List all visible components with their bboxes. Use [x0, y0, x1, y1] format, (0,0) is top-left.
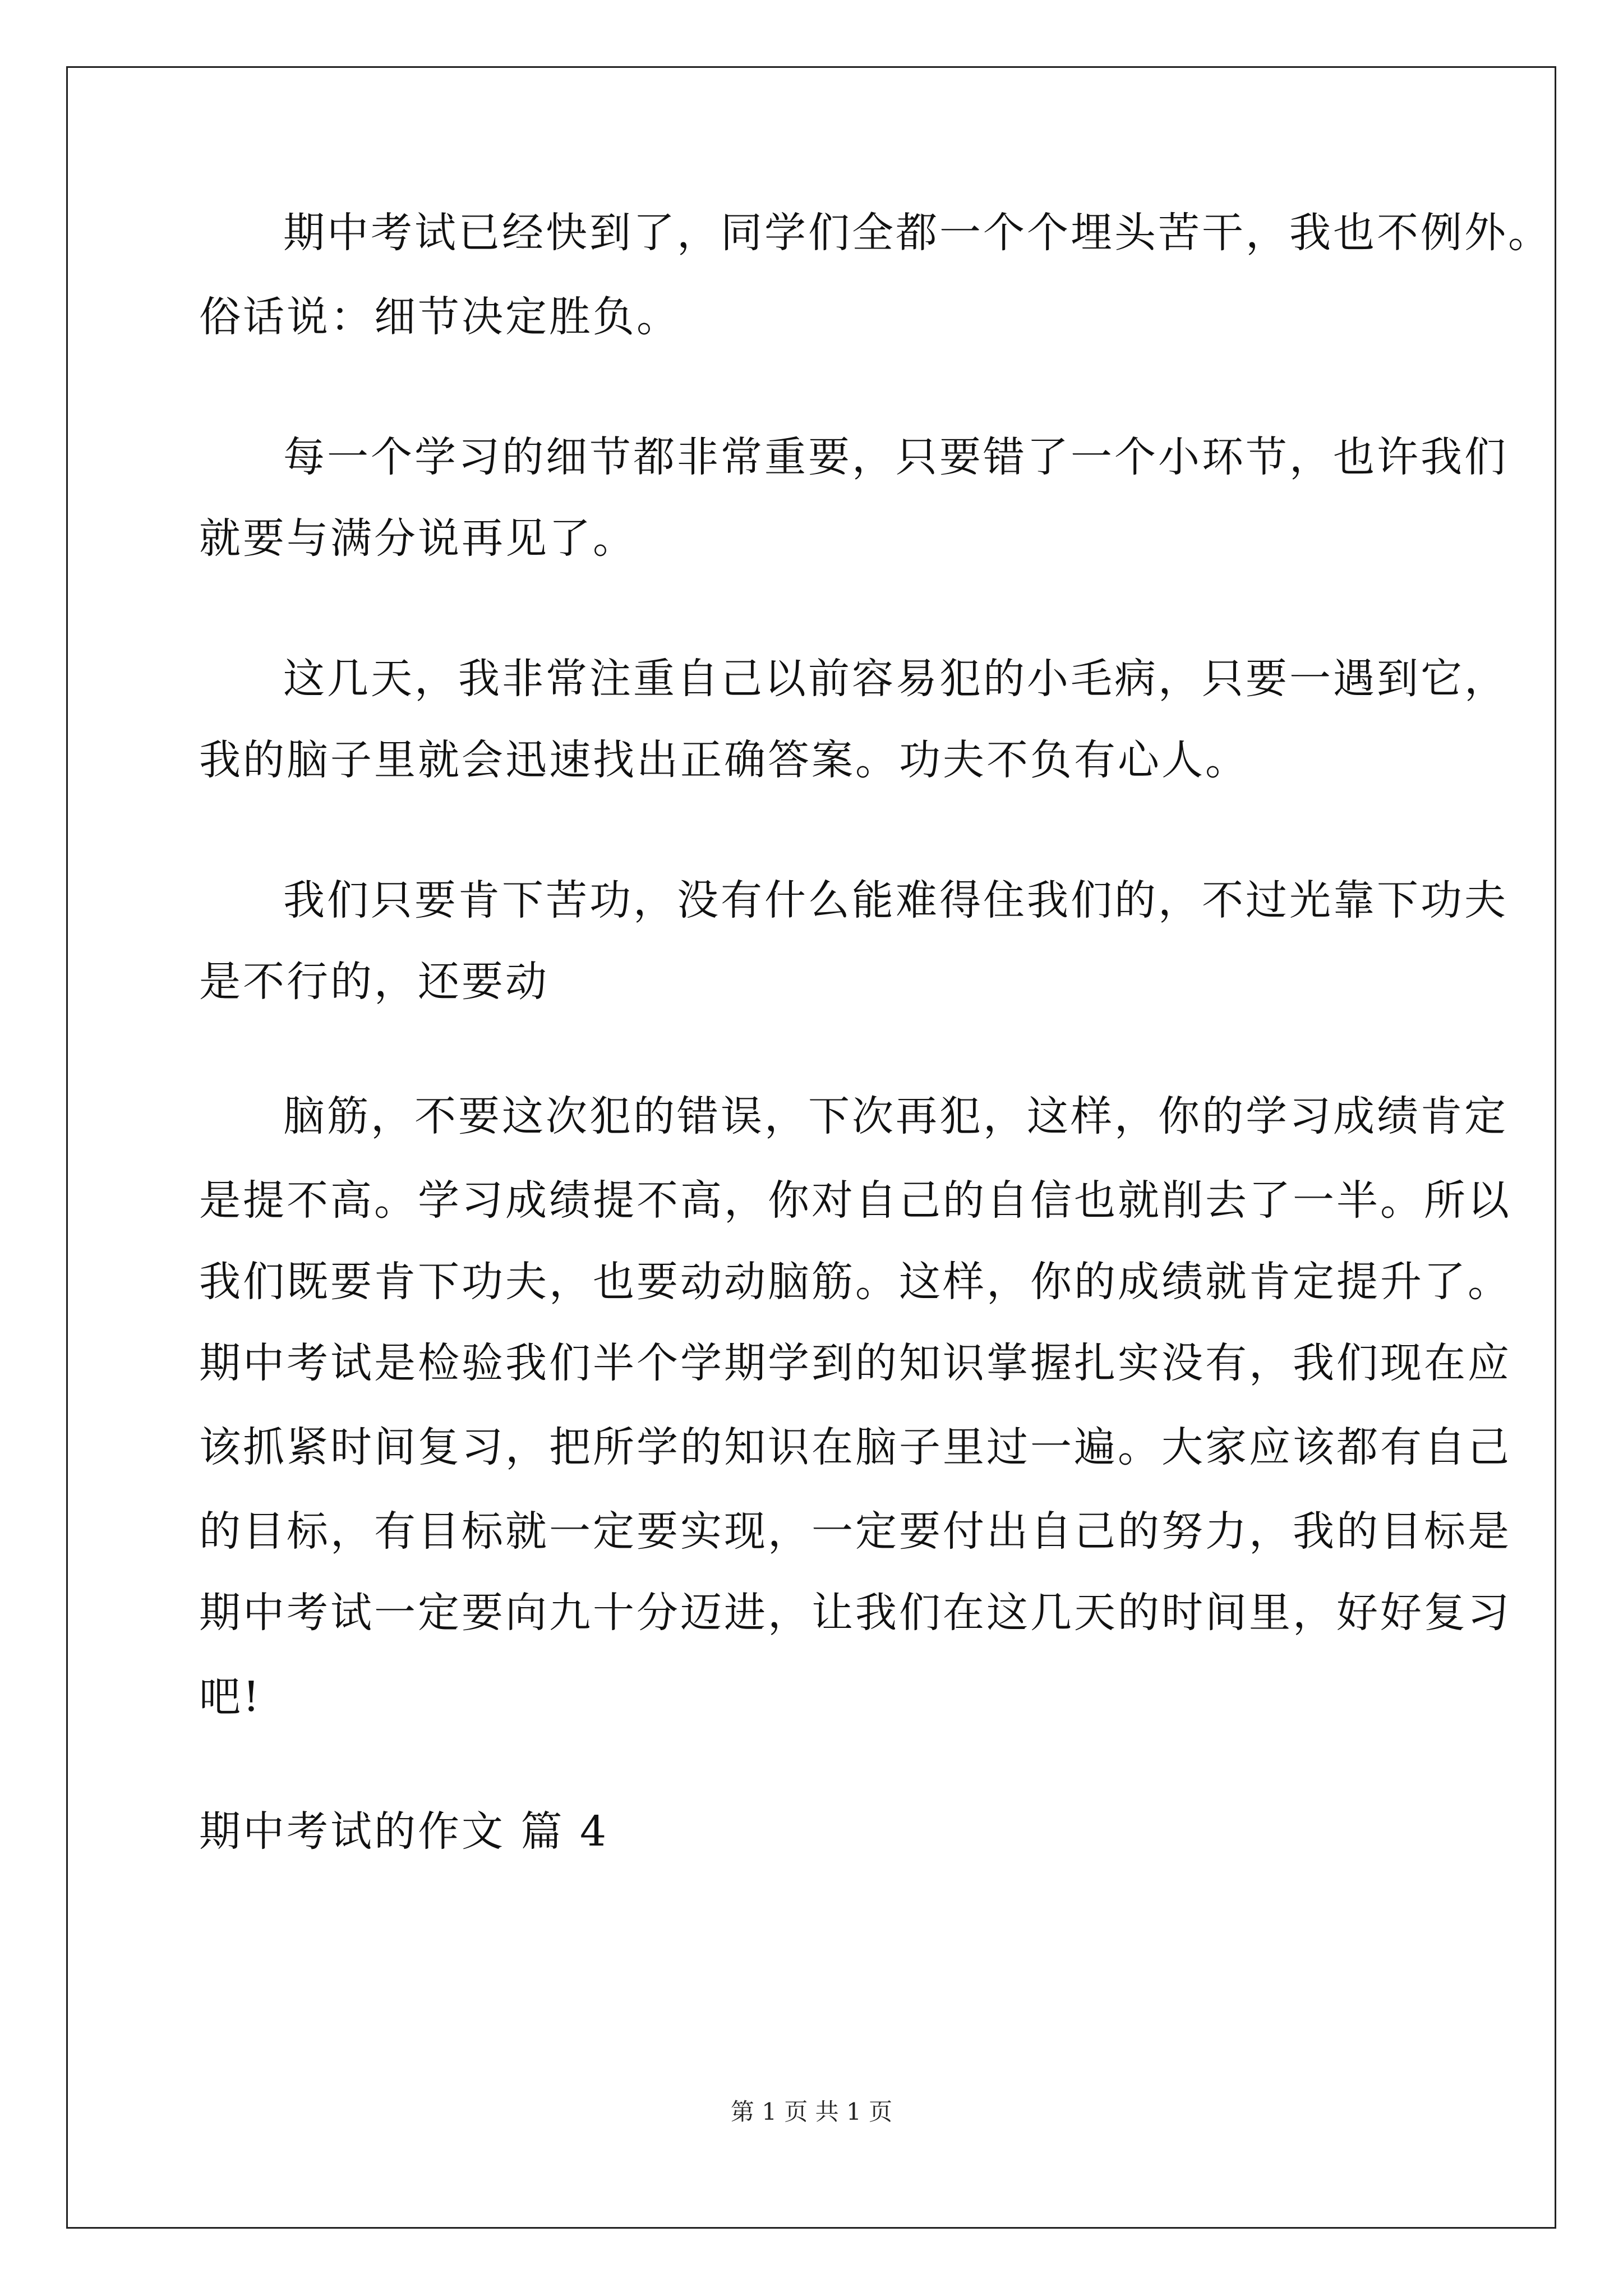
paragraph-line: 期中考试一定要向九十分迈进，让我们在这几天的时间里，好好复习 — [199, 1589, 1511, 1637]
paragraph-line: 的目标，有目标就一定要实现，一定要付出自己的努力，我的目标是 — [199, 1507, 1511, 1556]
paragraph-line: 期中考试是检验我们半个学期学到的知识掌握扎实没有，我们现在应 — [199, 1339, 1511, 1387]
paragraph-line: 期中考试已经快到了，同学们全都一个个埋头苦干，我也不例外。 — [283, 209, 1552, 257]
paragraph-line: 是不行的，还要动 — [199, 958, 549, 1006]
paragraph-line: 我的脑子里就会迅速找出正确答案。功夫不负有心人。 — [199, 736, 1249, 784]
page-border — [66, 66, 1556, 2229]
paragraph-line: 我们既要肯下功夫，也要动动脑筋。这样，你的成绩就肯定提升了。 — [199, 1258, 1511, 1306]
paragraph-line: 就要与满分说再见了。 — [199, 514, 637, 563]
paragraph-line: 俗话说：细节决定胜负。 — [199, 293, 680, 341]
paragraph-line: 我们只要肯下苦功，没有什么能难得住我们的，不过光靠下功夫 — [283, 876, 1508, 924]
section-heading: 期中考试的作文 篇 4 — [199, 1807, 609, 1856]
paragraph-line: 吧! — [199, 1673, 262, 1721]
paragraph-line: 该抓紧时间复习，把所学的知识在脑子里过一遍。大家应该都有自己 — [199, 1423, 1511, 1471]
paragraph-line: 这几天，我非常注重自己以前容易犯的小毛病，只要一遇到它， — [283, 655, 1508, 703]
paragraph-line: 是提不高。学习成绩提不高，你对自己的自信也就削去了一半。所以 — [199, 1176, 1511, 1225]
paragraph-line: 脑筋，不要这次犯的错误，下次再犯，这样，你的学习成绩肯定 — [283, 1092, 1508, 1140]
paragraph-line: 每一个学习的细节都非常重要，只要错了一个小环节，也许我们 — [283, 433, 1508, 481]
page-footer: 第 1 页 共 1 页 — [730, 2098, 893, 2125]
